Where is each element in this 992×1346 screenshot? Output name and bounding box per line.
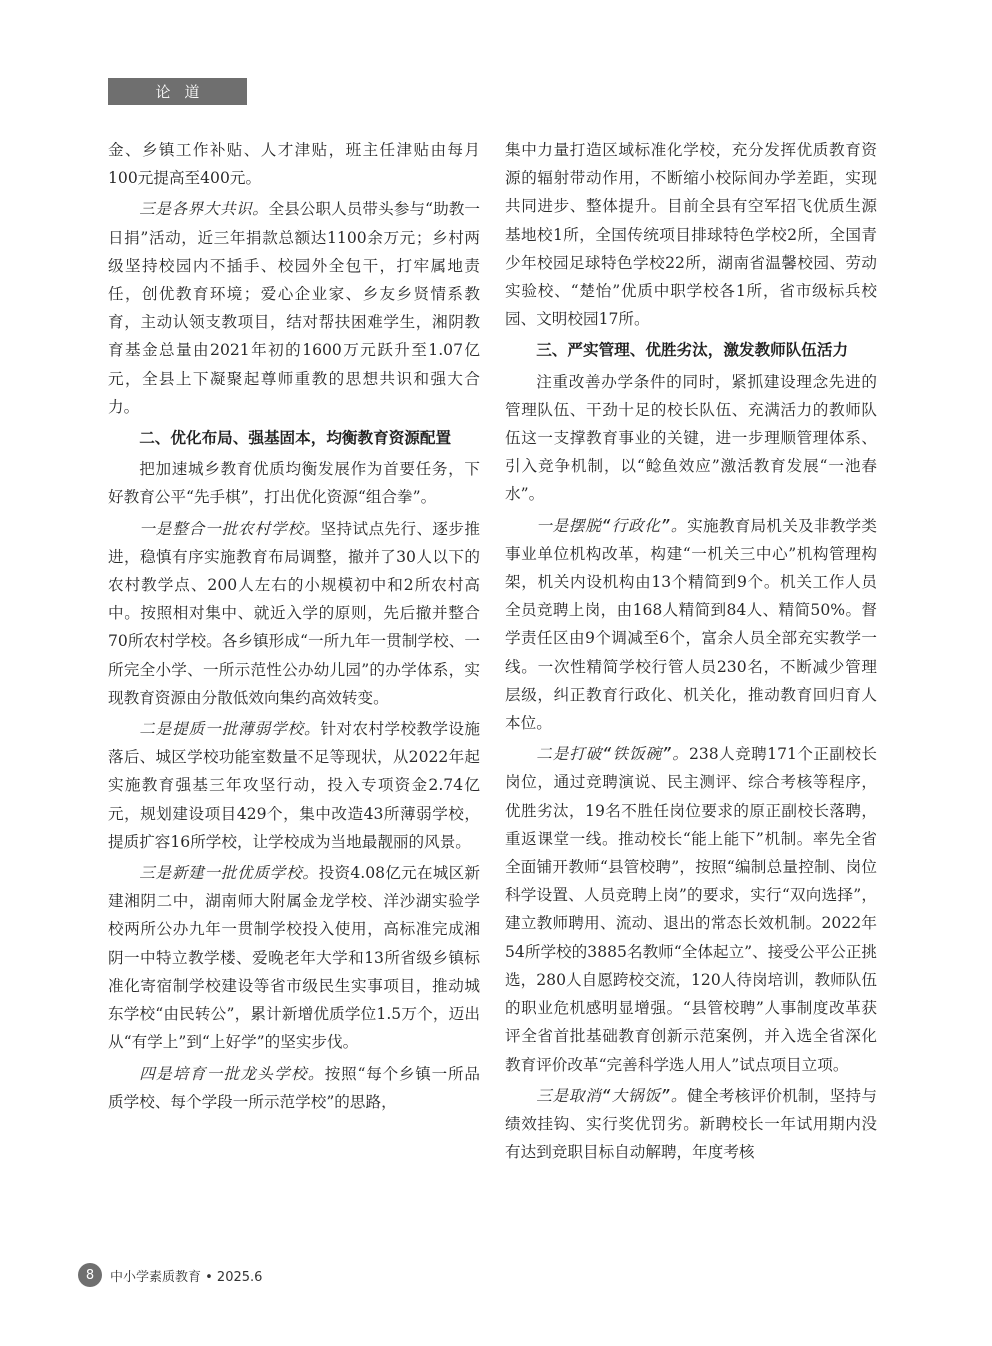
- right-column: [505, 136, 877, 1169]
- paragraph: [108, 515, 480, 712]
- section-heading: 三、严实管理、优胜劣汰，激发教师队伍活力: [536, 341, 849, 360]
- paragraph: [505, 512, 877, 738]
- paragraph-lead: 一是摆脱“行政化”。: [536, 516, 688, 535]
- paragraph: [505, 136, 877, 333]
- paragraph: [505, 368, 877, 509]
- paragraph-lead: 二是提质一批薄弱学校。: [139, 720, 321, 739]
- paragraph-text: 健全考核评价机制，坚持与绩效挂钩、实行奖优罚劣。新聘校长一年试用期内没有达到竞职目标自动解聘，年度考核: [505, 1086, 877, 1162]
- paragraph-text: 实施教育局机关及非教学类事业单位机构改革，构建“一机关三中心”机构管理构架，机关内设机构由13个精简到9个。机关工作人员全员竞聘上岗，由168人精简到84人、精简50%。督学责任区由9个调减至6个，富余人员全部充实教学一线。一次性精简学校行管人员230名，不断减少管理层级，纠正教育行政化、机关化，推动教育回归育人本位。: [505, 516, 877, 733]
- paragraph-text: 集中力量打造区域标准化学校，充分发挥优质教育资源的辐射带动作用，不断缩小校际间办学差距，实现共同进步、整体提升。目前全县有空军招飞优质生源基地校1所，全国传统项目排球特色学校2所，全国青少年校园足球特色学校22所，湖南省温馨校园、劳动实验校、“楚怡”优质中职学校各1所，省市级标兵校园、文明校园17所。: [505, 141, 877, 329]
- paragraph-lead: 一是整合一批农村学校。: [139, 519, 321, 538]
- paragraph-lead: 二是打破“铁饭碗”。: [536, 745, 689, 764]
- paragraph-text: 针对农村学校教学设施落后、城区学校功能室数量不足等现状，从2022年起实施教育强基三年攻坚行动，投入专项资金2.74亿元，规划建设项目429个，集中改造43所薄弱学校，提质扩容16所学校，让学校成为当地最靓丽的风景。: [108, 720, 480, 851]
- paragraph-lead: 三是新建一批优质学校。: [139, 864, 319, 883]
- left-column: [108, 136, 480, 1119]
- paragraph: [505, 740, 877, 1078]
- paragraph: [108, 195, 480, 421]
- paragraph-lead: 三是各界大共识。: [139, 200, 269, 219]
- paragraph-text: 投资4.08亿元在城区新建湘阴二中，湖南师大附属金龙学校、洋沙湖实验学校两所公办九年一贯制学校投入使用，高标准完成湘阴一中特立教学楼、爱晚老年大学和13所省级乡镇标准化寄宿制学校建设等省市级民生实事项目，推动城东学校“由民转公”，累计新增优质学位1.5万个，迈出从“有学上”到“上好学”的坚实步伐。: [108, 864, 480, 1052]
- paragraph-text: 238人竞聘171个正副校长岗位，通过竞聘演说、民主测评、综合考核等程序，优胜劣汰，19名不胜任岗位要求的原正副校长落聘，重返课堂一线。推动校长“能上能下”机制。率先全省全面铺开教师“县管校聘”，按照“编制总量控制、岗位科学设置、人员竞聘上岗”的要求，实行“双向选择”，建立教师聘用、流动、退出的常态长效机制。2022年54所学校的3885名教师“全体起立”、接受公平公正挑选，280人自愿跨校交流，120人待岗培训，教师队伍的职业危机感明显增强。“县管校聘”人事制度改革获评全省首批基础教育创新示范案例，并入选全省深化教育评价改革“完善科学选人用人”试点项目立项。: [505, 745, 878, 1074]
- paragraph-text: 把加速城乡教育优质均衡发展作为首要任务，下好教育公平“先手棋”，打出优化资源“组合拳”。: [108, 460, 480, 507]
- paragraph-text: 注重改善办学条件的同时，紧抓建设理念先进的管理队伍、干劲十足的校长队伍、充满活力的教师队伍这一支撑教育事业的关键，进一步理顺管理体系、引入竞争机制，以“鲶鱼效应”激活教育发展“一池春水”。: [505, 372, 877, 504]
- paragraph-lead: 三是取消“大锅饭”。: [536, 1086, 688, 1105]
- section-heading: 二、优化布局、强基固本，均衡教育资源配置: [139, 429, 452, 448]
- section-tab: [108, 78, 247, 105]
- paragraph: [108, 136, 480, 192]
- section-label: 论道: [155, 83, 214, 101]
- page-footer: [78, 1263, 262, 1287]
- paragraph-text: 按照“每个乡镇一所品质学校、每个学段一所示范学校”的思路，: [108, 1064, 480, 1111]
- paragraph: [108, 455, 480, 511]
- paragraph: [108, 715, 480, 856]
- paragraph: [108, 859, 480, 1056]
- paragraph: [505, 1082, 877, 1167]
- paragraph-lead: 四是培育一批龙头学校。: [139, 1064, 325, 1083]
- paragraph-text: 全县公职人员带头参与“助教一日捐”活动，近三年捐款总额达1100余万元；乡村两级坚持校园内不插手、校园外全包干，打牢属地责任，创优教育环境；爱心企业家、乡友乡贤情系教育，主动认领支教项目，结对帮扶困难学生，湘阴教育基金总量由2021年初的1600万元跃升至1.07亿元，全县上下凝聚起尊师重教的思想共识和强大合力。: [108, 200, 481, 416]
- paragraph: [108, 1060, 480, 1116]
- journal-info: 中小学素质教育 • 2025.6: [110, 1269, 263, 1285]
- paragraph-text: 坚持试点先行、逐步推进，稳慎有序实施教育布局调整，撤并了30人以下的农村教学点、200人左右的小规模初中和2所农村高中。按照相对集中、就近入学的原则，先后撤并整合70所农村学校。各乡镇形成“一所九年一贯制学校、一所完全小学、一所示范性公办幼儿园”的办学体系，实现教育资源由分散低效向集约高效转变。: [108, 519, 480, 707]
- page-number: 8: [78, 1263, 102, 1287]
- paragraph-text: 金、乡镇工作补贴、人才津贴，班主任津贴由每月100元提高至400元。: [108, 141, 480, 188]
